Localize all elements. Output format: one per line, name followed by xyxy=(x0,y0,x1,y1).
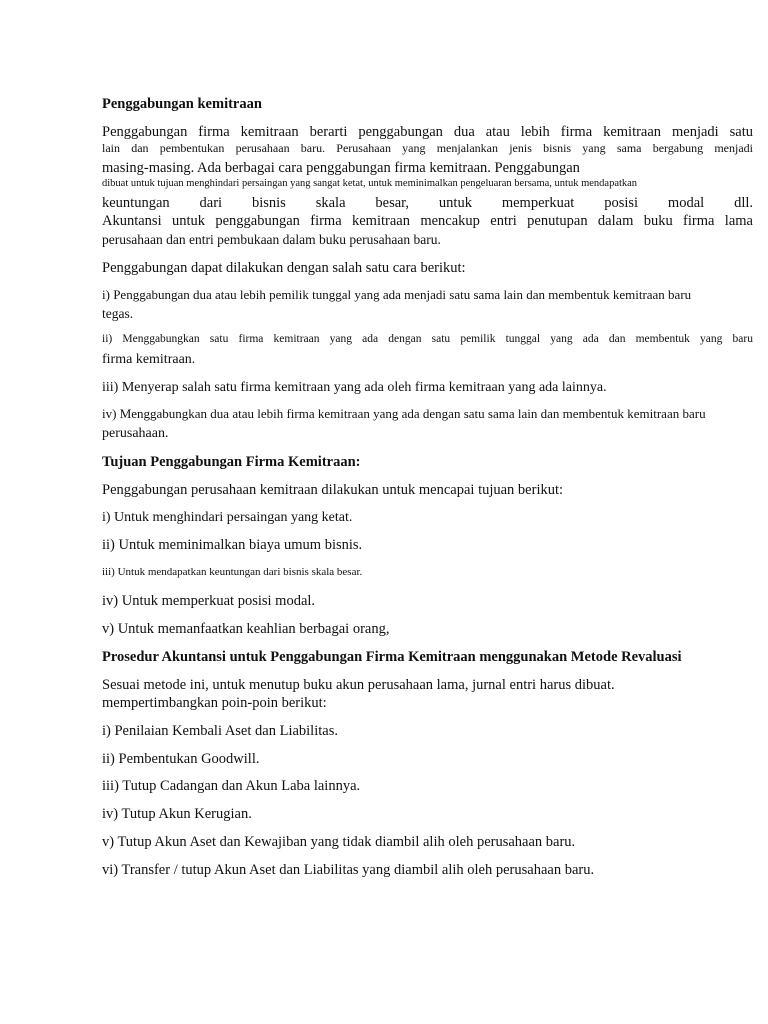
paragraph-line: dibuat untuk tujuan menghindari persaingan yang sangat ketat, untuk meminimalkan pengeluaran bersama, untuk mendapatkan xyxy=(102,178,638,189)
paragraph-line: perusahaan dan entri pembukaan dalam buku perusahaan baru. xyxy=(102,232,441,247)
list-item: iii) Tutup Cadangan dan Akun Laba lainnya. xyxy=(102,778,361,794)
heading-tujuan: Tujuan Penggabungan Firma Kemitraan: xyxy=(102,454,361,470)
paragraph-line: lain dan pembentukan perusahaan baru. Perusahaan yang menjalankan jenis bisnis yang sama bergabung menjadi xyxy=(102,141,753,155)
list-item: iv) Untuk memperkuat posisi modal. xyxy=(102,593,316,609)
list-item: vi) Transfer / tutup Akun Aset dan Liabilitas yang diambil alih oleh perusahaan baru. xyxy=(102,862,595,878)
list-item: ii) Untuk meminimalkan biaya umum bisnis. xyxy=(102,537,363,553)
paragraph-line: Penggabungan firma kemitraan berarti penggabungan dua atau lebih firma kemitraan menjadi satu xyxy=(102,124,753,140)
tujuan-intro: Penggabungan perusahaan kemitraan dilakukan untuk mencapai tujuan berikut: xyxy=(102,482,564,498)
list-item: ii) Pembentukan Goodwill. xyxy=(102,751,260,767)
heading-prosedur: Prosedur Akuntansi untuk Penggabungan Firma Kemitraan menggunakan Metode Revaluasi xyxy=(102,649,682,665)
list-item: ii) Menggabungkan satu firma kemitraan yang ada dengan satu pemilik tunggal yang ada dan membentuk yang baru xyxy=(102,333,753,345)
list-item-continuation: firma kemitraan. xyxy=(102,352,196,367)
list-item: iii) Menyerap salah satu firma kemitraan yang ada oleh firma kemitraan yang ada lainnya. xyxy=(102,380,607,395)
ways-intro: Penggabungan dapat dilakukan dengan salah satu cara berikut: xyxy=(102,260,466,276)
list-item: i) Penggabungan dua atau lebih pemilik tunggal yang ada menjadi satu sama lain dan membentuk kemitraan baru xyxy=(102,287,692,302)
list-item: iv) Menggabungkan dua atau lebih firma kemitraan yang ada dengan satu sama lain dan membentuk kemitraan baru xyxy=(102,406,706,421)
heading-penggabungan: Penggabungan kemitraan xyxy=(102,96,262,112)
list-item: v) Untuk memanfaatkan keahlian berbagai orang, xyxy=(102,621,390,637)
list-item: i) Penilaian Kembali Aset dan Liabilitas. xyxy=(102,723,338,739)
list-item-continuation: tegas. xyxy=(102,306,134,321)
list-item: v) Tutup Akun Aset dan Kewajiban yang tidak diambil alih oleh perusahaan baru. xyxy=(102,834,576,850)
prosedur-intro: Sesuai metode ini, untuk menutup buku akun perusahaan lama, jurnal entri harus dibuat. xyxy=(102,677,615,693)
list-item-continuation: perusahaan. xyxy=(102,426,169,441)
list-item: iv) Tutup Akun Kerugian. xyxy=(102,806,252,822)
list-item: i) Untuk menghindari persaingan yang ketat. xyxy=(102,510,353,525)
paragraph-line: Akuntansi untuk penggabungan firma kemitraan mencakup entri penutupan dalam buku firma lama xyxy=(102,213,753,229)
prosedur-intro: mempertimbangkan poin-poin berikut: xyxy=(102,695,327,711)
paragraph-line: masing-masing. Ada berbagai cara penggabungan firma kemitraan. Penggabungan xyxy=(102,160,580,176)
paragraph-line: keuntungan dari bisnis skala besar, untuk memperkuat posisi modal dll. xyxy=(102,195,753,211)
list-item: iii) Untuk mendapatkan keuntungan dari bisnis skala besar. xyxy=(102,566,363,578)
